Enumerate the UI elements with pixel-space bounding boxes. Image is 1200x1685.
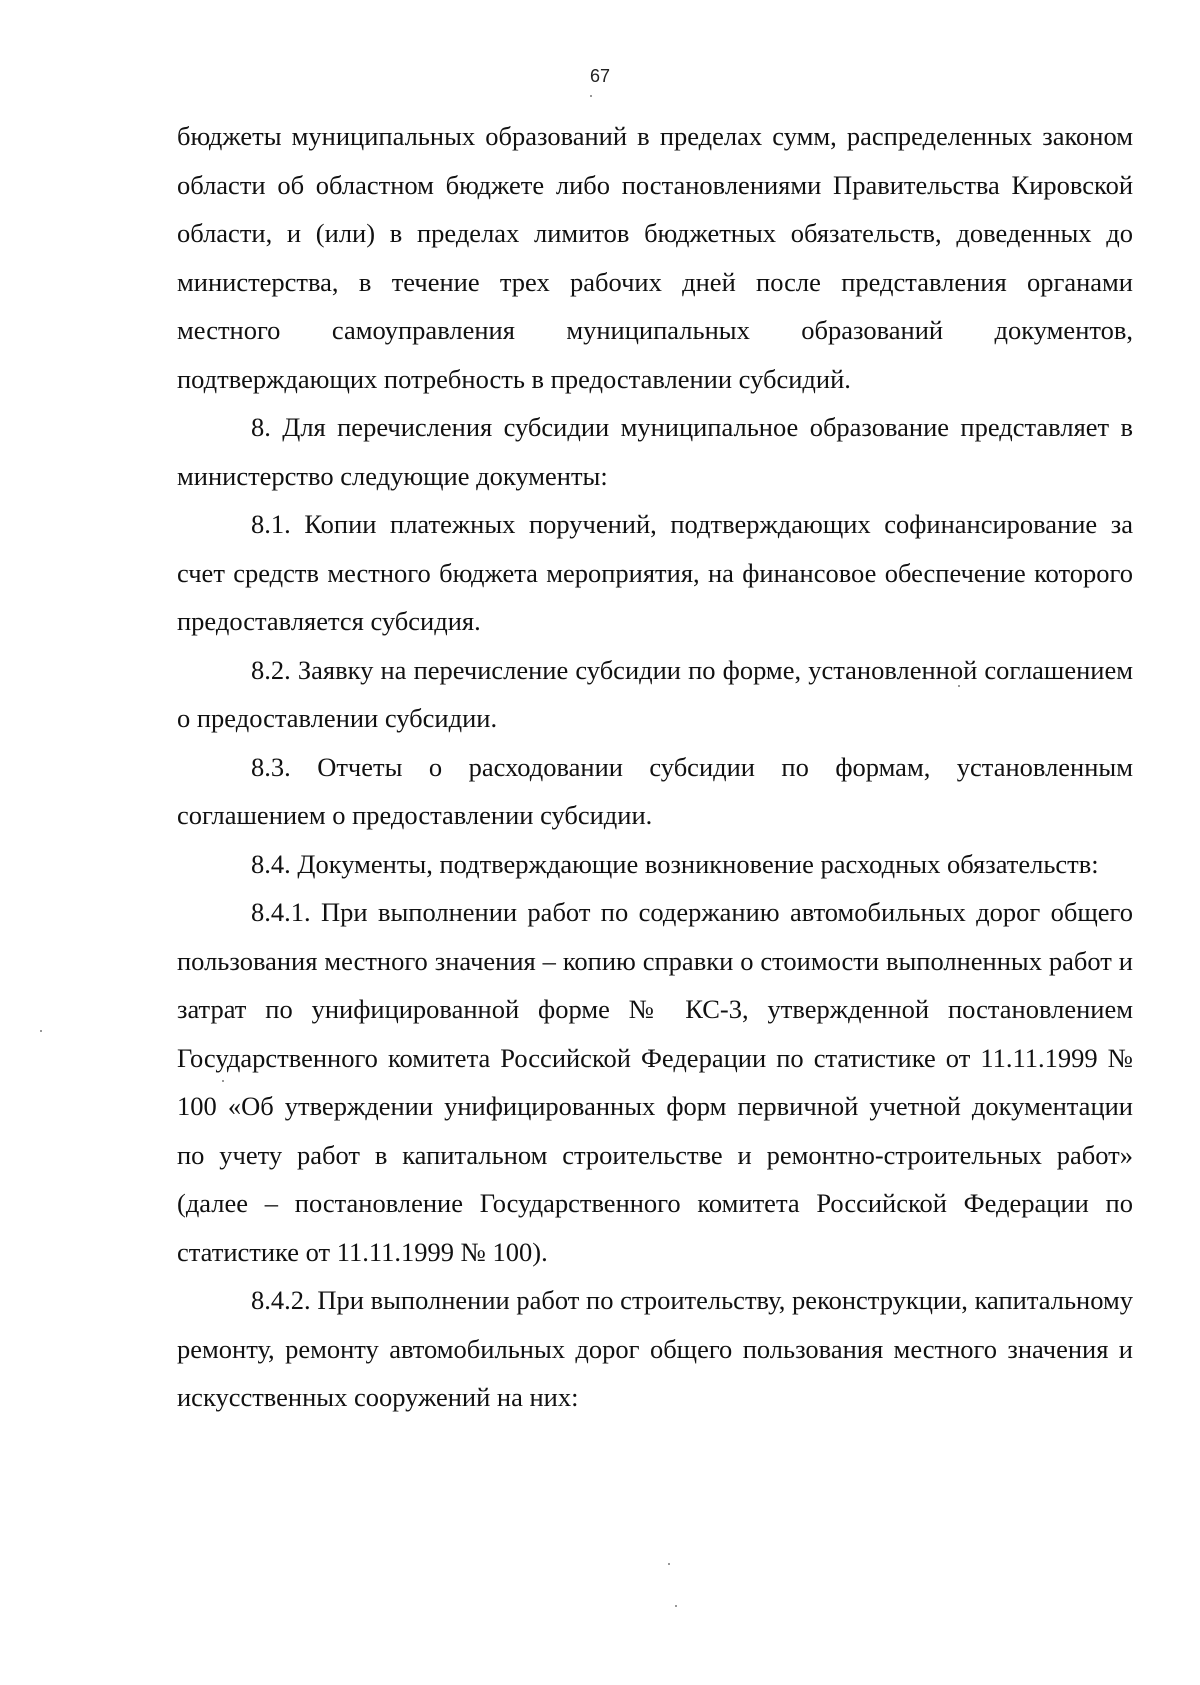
paragraph-continuation: бюджеты муниципальных образований в пределах сумм, распределенных законом области об областном бюджете либо постановлениями Правительства Кировской области, и (или) в пределах лимитов бюджетных обязательств, доведенных до министерства, в течение трех рабочих дней после представления органами местного самоуправления муниципальных образований документов, подтверждающих потребность в предоставлении субсидий. — [177, 121, 1133, 394]
paragraph-8-4-2: 8.4.2. При выполнении работ по строительству, реконструкции, капитальному ремонту, ремонту автомобильных дорог общего пользования местного значения и искусственных сооружений на них: — [177, 1285, 1133, 1412]
scan-speck — [958, 685, 960, 687]
paragraph-8-2: 8.2. Заявку на перечисление субсидии по форме, установленной соглашением о предоставлении субсидии. — [177, 654, 1133, 733]
paragraph-8: 8. Для перечисления субсидии муниципальное образование представляет в министерство следующие документы: — [177, 412, 1133, 491]
document-body — [177, 112, 1133, 1422]
scan-speck — [668, 1563, 670, 1565]
paragraph-8-1: 8.1. Копии платежных поручений, подтверждающих софинансирование за счет средств местного бюджета мероприятия, на финансовое обеспечение которого предоставляется субсидия. — [177, 509, 1133, 636]
scan-speck — [675, 1605, 677, 1607]
paragraph-8-4: 8.4. Документы, подтверждающие возникновение расходных обязательств: — [251, 848, 1099, 879]
page-number: 67 — [589, 66, 611, 86]
scan-speck — [222, 1080, 224, 1082]
scan-speck — [590, 95, 592, 97]
scan-speck — [40, 1030, 42, 1032]
paragraph-8-4-1: 8.4.1. При выполнении работ по содержанию автомобильных дорог общего пользования местного значения – копию справки о стоимости выполненных работ и затрат по унифицированной форме № КС-3, утвержденной постановлением Государственного комитета Российской Федерации по статистике от 11.11.1999 № 100 «Об утверждении унифицированных форм первичной учетной документации по учету работ в капитальном строительстве и ремонтно-строительных работ» (далее – постановление Государственного комитета Российской Федерации по статистике от 11.11.1999 № 100). — [177, 897, 1133, 1267]
paragraph-8-3: 8.3. Отчеты о расходовании субсидии по формам, установленным соглашением о предоставлении субсидии. — [177, 751, 1133, 830]
